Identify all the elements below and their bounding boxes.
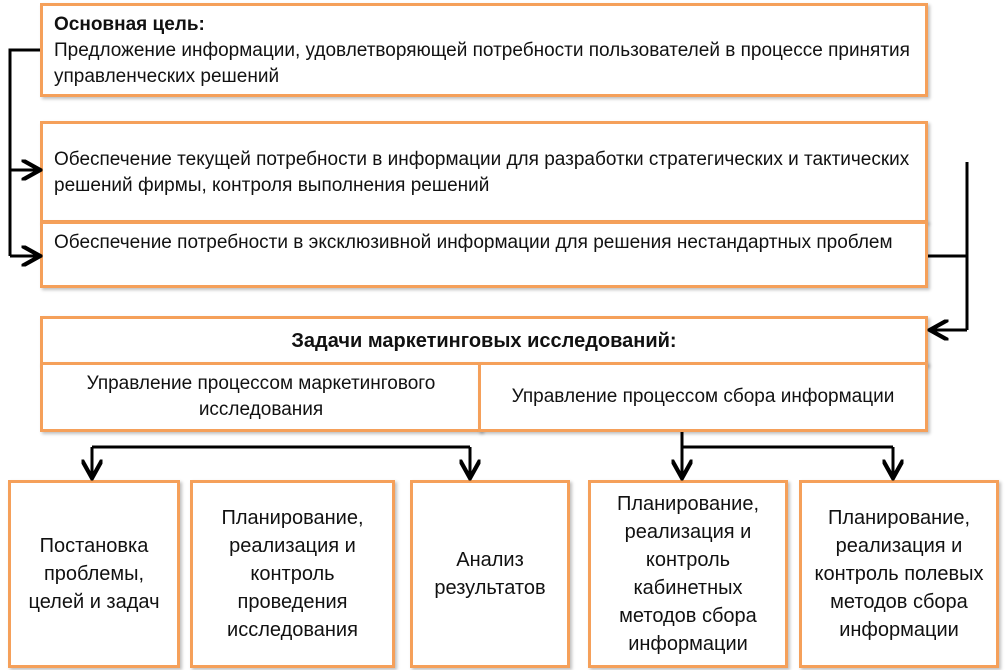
goal-text: Предложение информации, удовлетворяющей потребности пользователей в процессе принятия управленческих решений: [54, 40, 910, 87]
tasks-title: Задачи маркетинговых исследований:: [291, 329, 677, 352]
need-current-text: Обеспечение текущей потребности в информации для разработки стратегических и тактических решений фирмы, контроля выполнения решений: [54, 149, 910, 196]
task-research-management-text: Управление процессом маркетингового исследования: [86, 373, 436, 420]
task-collection-management-text: Управление процессом сбора информации: [511, 386, 895, 407]
leaf-desk-methods-text: Планирование, реализация и контроль кабинетных методов сбора информации: [616, 493, 760, 655]
goal-heading: Основная цель:: [54, 14, 205, 35]
leaf-research-planning-text: Планирование, реализация и контроль проведения исследования: [221, 507, 364, 641]
leaf-field-methods-text: Планирование, реализация и контроль полевых методов сбора информации: [814, 507, 984, 641]
left-bracket-line: [10, 50, 40, 256]
need-exclusive-text: Обеспечение потребности в эксклюзивной информации для решения нестандартных проблем: [54, 232, 893, 253]
leaf-problem-setting-text: Постановка проблемы, целей и задач: [28, 535, 160, 613]
leaf-results-analysis-text: Анализ результатов: [434, 549, 546, 599]
